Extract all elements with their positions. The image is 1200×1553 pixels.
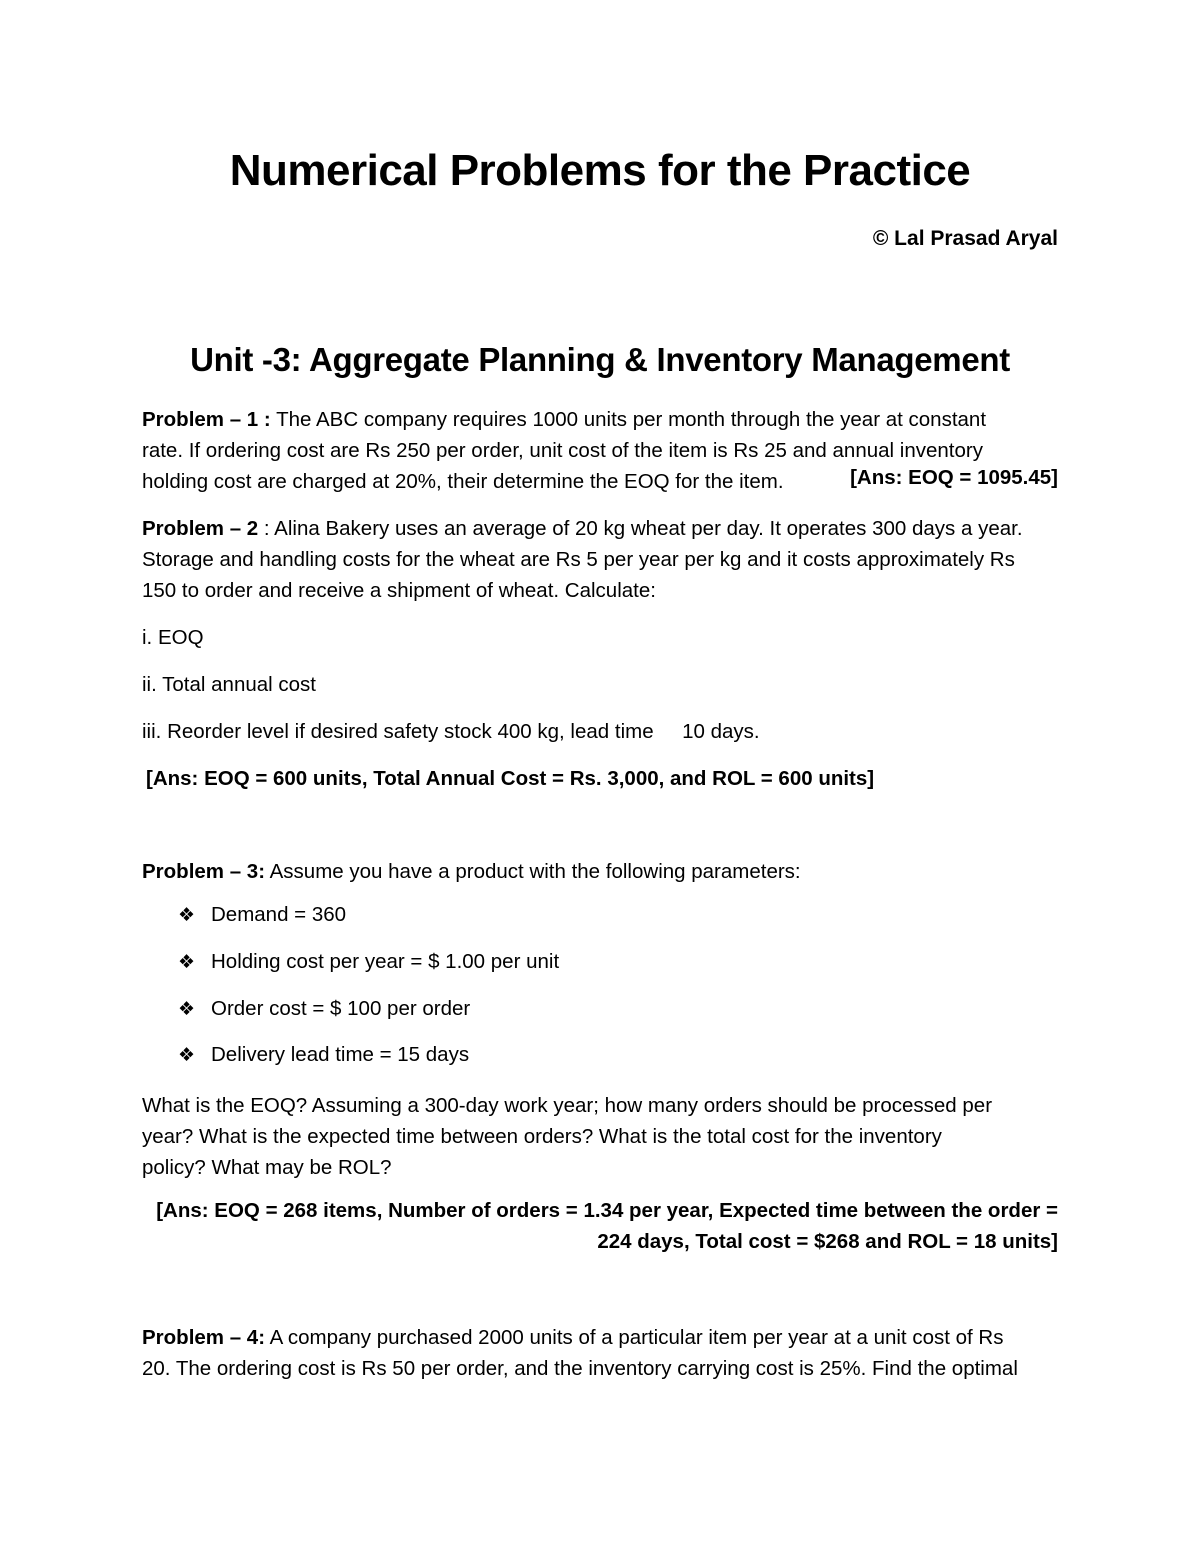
list-item bbox=[178, 950, 559, 974]
item-text: EOQ bbox=[157, 626, 204, 649]
problem-4-line-2: 20. The ordering cost is Rs 50 per order, and the inventory carrying cost is 25%. Find the optimal bbox=[142, 1357, 1018, 1380]
problem-2-line-2: Storage and handling costs for the wheat are Rs 5 per year per kg and it costs approximately Rs bbox=[142, 548, 1015, 571]
problem-1-line-3: holding cost are charged at 20%, their determine the EOQ for the item. bbox=[142, 470, 784, 493]
problem-3-line-1 bbox=[142, 856, 801, 887]
problem-3-answer-line-1: [Ans: EOQ = 268 items, Number of orders = 1.34 per year, Expected time between the order = bbox=[156, 1199, 1058, 1222]
list-item bbox=[178, 903, 346, 927]
page-title: Numerical Problems for the Practice bbox=[229, 146, 971, 195]
list-item bbox=[178, 1043, 469, 1067]
problem-4-line-1 bbox=[142, 1322, 1003, 1353]
problem-1-label: Problem – 1 : bbox=[142, 408, 271, 431]
problem-2-text: : Alina Bakery uses an average of 20 kg wheat per day. It operates 300 days a year. bbox=[263, 517, 1023, 540]
problem-2-label: Problem – 2 bbox=[142, 517, 259, 540]
problem-4-label: Problem – 4: bbox=[142, 1326, 266, 1349]
problem-3-question-line-3: policy? What may be ROL? bbox=[142, 1156, 392, 1179]
problem-2-line-1 bbox=[142, 513, 1023, 544]
list-item-text: Order cost = $ 100 per order bbox=[211, 997, 471, 1020]
problem-3-text: Assume you have a product with the following parameters: bbox=[269, 860, 801, 883]
problem-2-line-3: 150 to order and receive a shipment of wheat. Calculate: bbox=[142, 579, 656, 602]
problem-2-item bbox=[142, 716, 760, 747]
problem-3-question-line-2: year? What is the expected time between orders? What is the total cost for the inventory bbox=[142, 1125, 942, 1148]
diamond-bullet-icon: ❖ bbox=[178, 999, 196, 1020]
list-item-text: Delivery lead time = 15 days bbox=[211, 1043, 470, 1066]
item-text: Total annual cost bbox=[162, 673, 316, 696]
author-credit: © Lal Prasad Aryal bbox=[872, 227, 1058, 250]
diamond-bullet-icon: ❖ bbox=[178, 905, 196, 926]
diamond-bullet-icon: ❖ bbox=[178, 952, 196, 973]
problem-1-text: The ABC company requires 1000 units per month through the year at constant bbox=[276, 408, 987, 431]
problem-1-line-2: rate. If ordering cost are Rs 250 per order, unit cost of the item is Rs 25 and annual inventory bbox=[142, 439, 983, 462]
problem-1-answer: [Ans: EOQ = 1095.45] bbox=[850, 466, 1058, 489]
problem-2-item bbox=[142, 669, 316, 700]
problem-3-label: Problem – 3: bbox=[142, 860, 266, 883]
unit-heading: Unit -3: Aggregate Planning & Inventory Management bbox=[190, 341, 1010, 378]
item-text: Reorder level if desired safety stock 400 kg, lead time 10 days. bbox=[167, 720, 760, 743]
list-item-text: Demand = 360 bbox=[211, 903, 347, 926]
problem-3-answer-line-2: 224 days, Total cost = $268 and ROL = 18 units] bbox=[597, 1230, 1058, 1253]
diamond-bullet-icon: ❖ bbox=[178, 1045, 196, 1066]
problem-2-item bbox=[142, 622, 204, 653]
item-number: iii. bbox=[142, 720, 162, 743]
list-item-text: Holding cost per year = $ 1.00 per unit bbox=[211, 950, 560, 973]
problem-4-text: A company purchased 2000 units of a particular item per year at a unit cost of Rs bbox=[269, 1326, 1004, 1349]
item-number: i. bbox=[142, 626, 153, 649]
list-item bbox=[178, 997, 470, 1021]
problem-2-answer: [Ans: EOQ = 600 units, Total Annual Cost = Rs. 3,000, and ROL = 600 units] bbox=[146, 767, 875, 790]
problem-1-line-1 bbox=[142, 404, 986, 435]
problem-3-question-line-1: What is the EOQ? Assuming a 300-day work year; how many orders should be processed per bbox=[142, 1094, 993, 1117]
item-number: ii. bbox=[142, 673, 157, 696]
